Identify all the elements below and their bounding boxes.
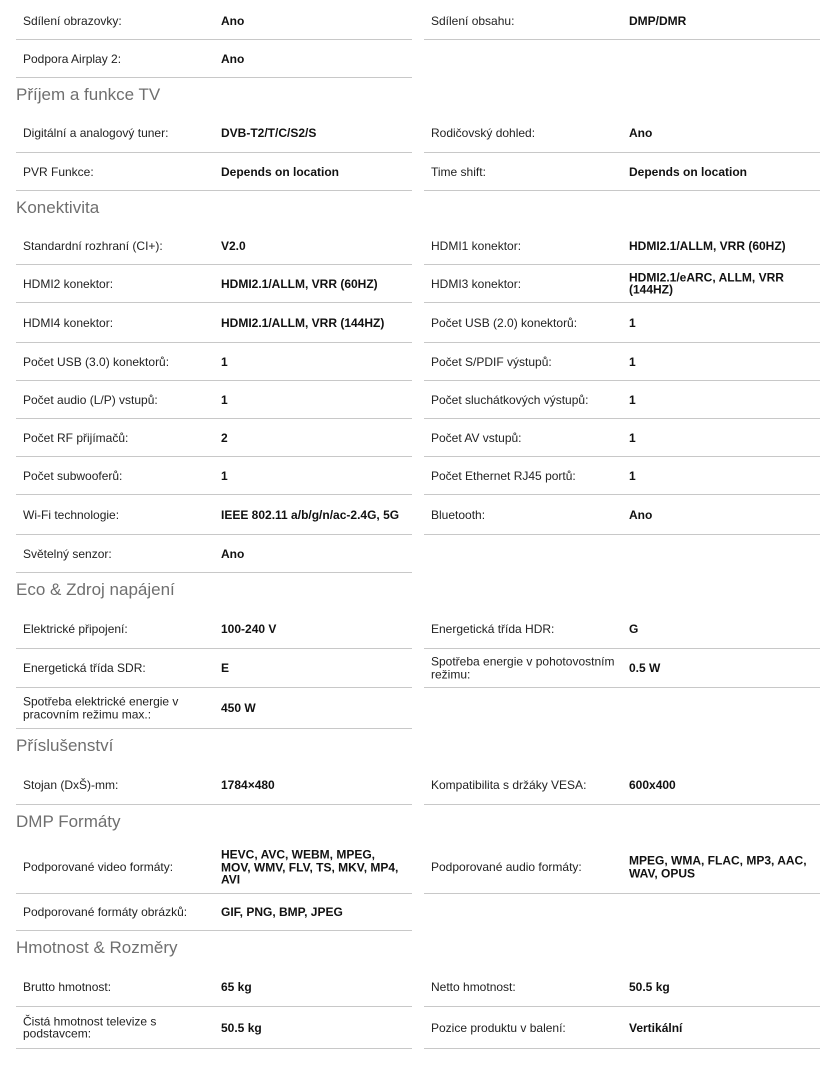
spec-value: 1 [629, 315, 636, 330]
spec-cell-right [424, 381, 820, 419]
spec-cell-right [424, 649, 820, 688]
spec-label: Digitální a analogový tuner: [23, 125, 169, 140]
spec-value: 0.5 W [629, 660, 661, 675]
spec-cell-left [16, 2, 412, 40]
spec-cell-left [16, 688, 412, 729]
spec-cell-left [16, 841, 412, 894]
section-title: Eco & Zdroj napájení [16, 580, 175, 599]
spec-label: Sdílení obrazovky: [23, 13, 122, 28]
spec-cell-right [424, 457, 820, 495]
spec-value: Ano [221, 13, 245, 28]
spec-label: Počet USB (2.0) konektorů: [431, 315, 578, 330]
spec-label: Počet S/PDIF výstupů: [431, 354, 552, 369]
section-title: Konektivita [16, 198, 100, 217]
spec-value: 1 [221, 354, 228, 369]
spec-value: 1 [221, 468, 228, 483]
spec-value: 1 [221, 392, 228, 407]
spec-value: 100-240 V [221, 621, 277, 636]
spec-cell-right [424, 114, 820, 153]
spec-value: 50.5 kg [629, 979, 670, 994]
spec-cell-left [16, 153, 412, 191]
spec-label: Elektrické připojení: [23, 621, 128, 636]
spec-cell-left [16, 894, 412, 931]
spec-cell-right [424, 765, 820, 805]
spec-value: 600x400 [629, 777, 676, 792]
spec-value: Depends on location [221, 164, 340, 179]
spec-value: Ano [221, 546, 245, 561]
spec-label: PVR Funkce: [23, 164, 94, 179]
spec-value: V2.0 [221, 238, 246, 253]
spec-label: Počet subwooferů: [23, 468, 123, 483]
spec-cell-left [16, 265, 412, 303]
spec-value: HDMI2.1/eARC, ALLM, VRR (144HZ) [629, 270, 784, 297]
spec-label: Spotřeba elektrické energie v pracovním režimu max.: [23, 694, 179, 721]
spec-label: HDMI2 konektor: [23, 276, 114, 291]
spec-cell-right [424, 967, 820, 1007]
spec-cell-left [16, 227, 412, 265]
spec-label: Počet AV vstupů: [431, 430, 522, 445]
spec-label: Sdílení obsahu: [431, 13, 515, 28]
spec-label: Wi-Fi technologie: [23, 507, 120, 522]
spec-cell-right [424, 495, 820, 535]
spec-cell-left [16, 609, 412, 649]
spec-label: Podporované video formáty: [23, 859, 174, 874]
spec-label: HDMI1 konektor: [431, 238, 522, 253]
spec-label: Světelný senzor: [23, 546, 112, 561]
spec-value: Vertikální [629, 1020, 683, 1035]
spec-value: DMP/DMR [629, 13, 687, 28]
spec-label: Pozice produktu v balení: [431, 1020, 566, 1035]
spec-label: Time shift: [431, 164, 486, 179]
spec-cell-right [424, 419, 820, 457]
spec-value: Ano [629, 125, 653, 140]
spec-label: Spotřeba energie v pohotovostním režimu: [431, 654, 615, 681]
spec-value: HEVC, AVC, WEBM, MPEG, MOV, WMV, FLV, TS, MKV, MP4, AVI [221, 847, 399, 887]
spec-cell-left [16, 765, 412, 805]
spec-label: Čistá hmotnost televize s podstavcem: [23, 1014, 157, 1041]
spec-cell-left [16, 1007, 412, 1049]
spec-value: MPEG, WMA, FLAC, MP3, AAC, WAV, OPUS [629, 853, 807, 880]
spec-label: Bluetooth: [431, 507, 486, 522]
spec-label: Netto hmotnost: [431, 979, 516, 994]
spec-cell-right [424, 2, 820, 40]
spec-cell-right [424, 227, 820, 265]
spec-cell-left [16, 649, 412, 688]
spec-label: HDMI3 konektor: [431, 276, 522, 291]
spec-label: Energetická třída SDR: [23, 660, 146, 675]
spec-value: 2 [221, 430, 228, 445]
spec-label: Počet USB (3.0) konektorů: [23, 354, 170, 369]
spec-label: Podporované formáty obrázků: [23, 904, 188, 919]
spec-cell-left [16, 495, 412, 535]
spec-cell-left [16, 40, 412, 78]
spec-cell-left [16, 419, 412, 457]
spec-value: 450 W [221, 700, 256, 715]
spec-value: 1 [629, 354, 636, 369]
section-title: Příslušenství [16, 736, 114, 755]
spec-value: Ano [221, 51, 245, 66]
spec-cell-left [16, 535, 412, 573]
spec-value: 1 [629, 430, 636, 445]
spec-label: Stojan (DxŠ)-mm: [23, 777, 119, 792]
spec-value: 1 [629, 468, 636, 483]
spec-cell-left [16, 967, 412, 1007]
spec-value: DVB-T2/T/C/S2/S [221, 125, 317, 140]
section-title: DMP Formáty [16, 812, 121, 831]
spec-label: Počet sluchátkových výstupů: [431, 392, 589, 407]
spec-value: HDMI2.1/ALLM, VRR (144HZ) [221, 315, 385, 330]
spec-cell-right [424, 153, 820, 191]
spec-cell-left [16, 303, 412, 343]
spec-value: IEEE 802.11 a/b/g/n/ac-2.4G, 5G [221, 507, 400, 522]
spec-cell-left [16, 343, 412, 381]
spec-cell-right [424, 303, 820, 343]
spec-label: Podpora Airplay 2: [23, 51, 122, 66]
spec-label: Brutto hmotnost: [23, 979, 112, 994]
spec-value: Ano [629, 507, 653, 522]
spec-label: Počet audio (L/P) vstupů: [23, 392, 158, 407]
spec-value: 1 [629, 392, 636, 407]
spec-label: Standardní rozhraní (CI+): [23, 238, 163, 253]
spec-cell-right [424, 609, 820, 649]
spec-value: G [629, 621, 639, 636]
spec-value: Depends on location [629, 164, 748, 179]
spec-label: Energetická třída HDR: [431, 621, 555, 636]
section-title: Příjem a funkce TV [16, 85, 161, 104]
spec-value: E [221, 660, 230, 675]
spec-value: 1784×480 [221, 777, 275, 792]
spec-cell-right [424, 265, 820, 303]
spec-cell-left [16, 114, 412, 153]
spec-value: GIF, PNG, BMP, JPEG [221, 904, 343, 919]
spec-value: HDMI2.1/ALLM, VRR (60HZ) [221, 276, 378, 291]
spec-value: HDMI2.1/ALLM, VRR (60HZ) [629, 238, 786, 253]
spec-label: Kompatibilita s držáky VESA: [431, 777, 587, 792]
spec-label: Podporované audio formáty: [431, 859, 582, 874]
spec-cell-right [424, 841, 820, 894]
spec-label: HDMI4 konektor: [23, 315, 114, 330]
spec-cell-right [424, 1007, 820, 1049]
spec-cell-right [424, 343, 820, 381]
spec-label: Rodičovský dohled: [431, 125, 536, 140]
section-title: Hmotnost & Rozměry [16, 938, 178, 957]
spec-value: 50.5 kg [221, 1020, 262, 1035]
spec-cell-left [16, 457, 412, 495]
spec-label: Počet Ethernet RJ45 portů: [431, 468, 576, 483]
spec-cell-left [16, 381, 412, 419]
spec-label: Počet RF přijímačů: [23, 430, 129, 445]
spec-value: 65 kg [221, 979, 252, 994]
